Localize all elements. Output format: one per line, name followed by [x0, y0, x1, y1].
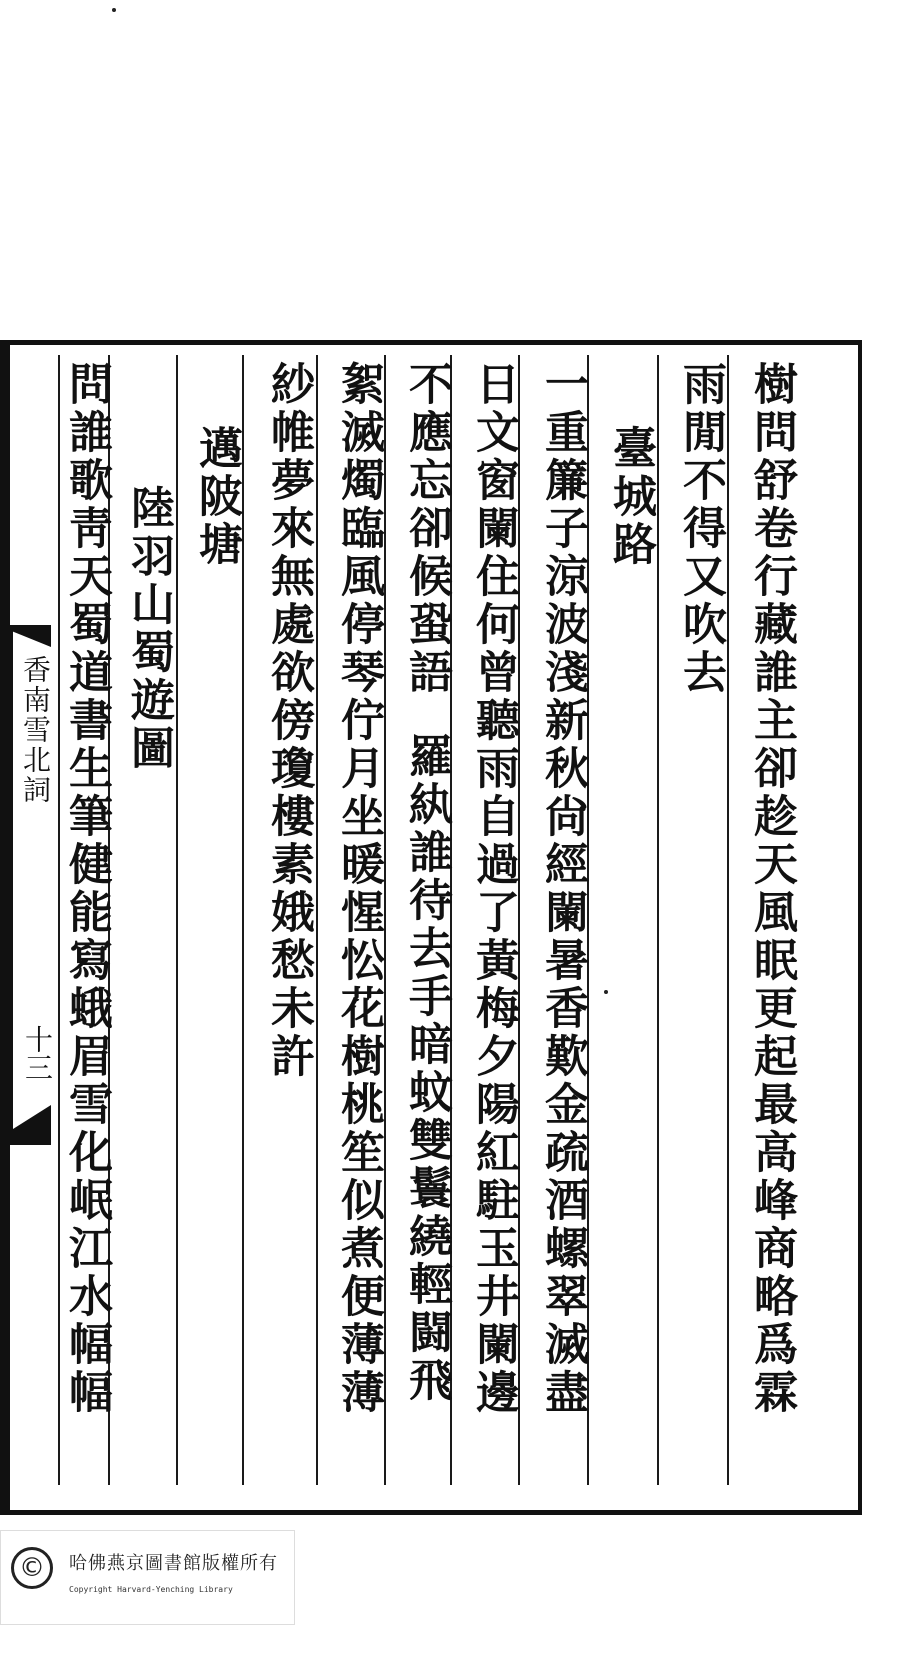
- text-column: [396, 361, 456, 1405]
- text-column: [600, 425, 660, 569]
- ink-speck: [604, 990, 608, 994]
- copyright-chinese: 哈佛燕京圖書館版權所有: [69, 1553, 278, 1574]
- column-text: 絮滅燭臨風停琴佇月坐暖惺忪花樹桃笙似煮便薄薄: [333, 361, 384, 1417]
- column-text: 日文窗闌住何曾聽雨自過了黃梅夕陽紅駐玉井闌邊: [468, 361, 519, 1417]
- column-text: 一重簾子涼波淺新秋尙經闌暑香歎金疏酒螺翠滅盡: [537, 361, 588, 1417]
- text-column: [532, 361, 592, 1417]
- page-number: 十三: [21, 1025, 54, 1081]
- text-column: [741, 361, 801, 1417]
- blank-top-margin: [0, 0, 900, 340]
- column-text: 不應忘卻候蛩語: [401, 361, 452, 697]
- column-text: 雨閒不得又吹去: [675, 361, 726, 697]
- text-column: [328, 361, 388, 1417]
- section-title: 邁陂塘: [191, 425, 242, 569]
- text-column: [56, 361, 116, 1417]
- fish-tail-ornament-bottom: [13, 1105, 51, 1145]
- column-text: 樹問舒卷行藏誰主卻趁天風眠更起最高峰商略爲霖: [746, 361, 797, 1417]
- column-text: 紗帷夢來無處欲傍瓊樓素娥愁未許: [263, 361, 314, 1081]
- ink-speck: [112, 8, 116, 12]
- gutter-book-title: 香南雪北詞: [19, 655, 52, 805]
- subtitle: 陸羽山蜀遊圖: [123, 485, 174, 773]
- fish-tail-ornament-top: [13, 625, 51, 647]
- column-text: 問誰歌靑天蜀道書生筆健能寫蛾眉雪化岷江水幅幅: [61, 361, 112, 1417]
- text-column: [258, 361, 318, 1081]
- text-column: [463, 361, 523, 1417]
- text-column: [186, 425, 246, 569]
- text-column: [670, 361, 730, 697]
- column-text-continued: 羅紈誰待去手暗蚊雙鬟繞輕闘飛: [401, 733, 452, 1405]
- copyright-english: Copyright Harvard-Yenching Library: [69, 1585, 233, 1594]
- section-title: 臺城路: [605, 425, 656, 569]
- book-gutter: [10, 625, 57, 1145]
- text-column: [118, 485, 178, 773]
- copyright-stamp: [0, 1530, 295, 1625]
- book-page: [10, 340, 862, 1515]
- copyright-icon: ©: [11, 1547, 53, 1589]
